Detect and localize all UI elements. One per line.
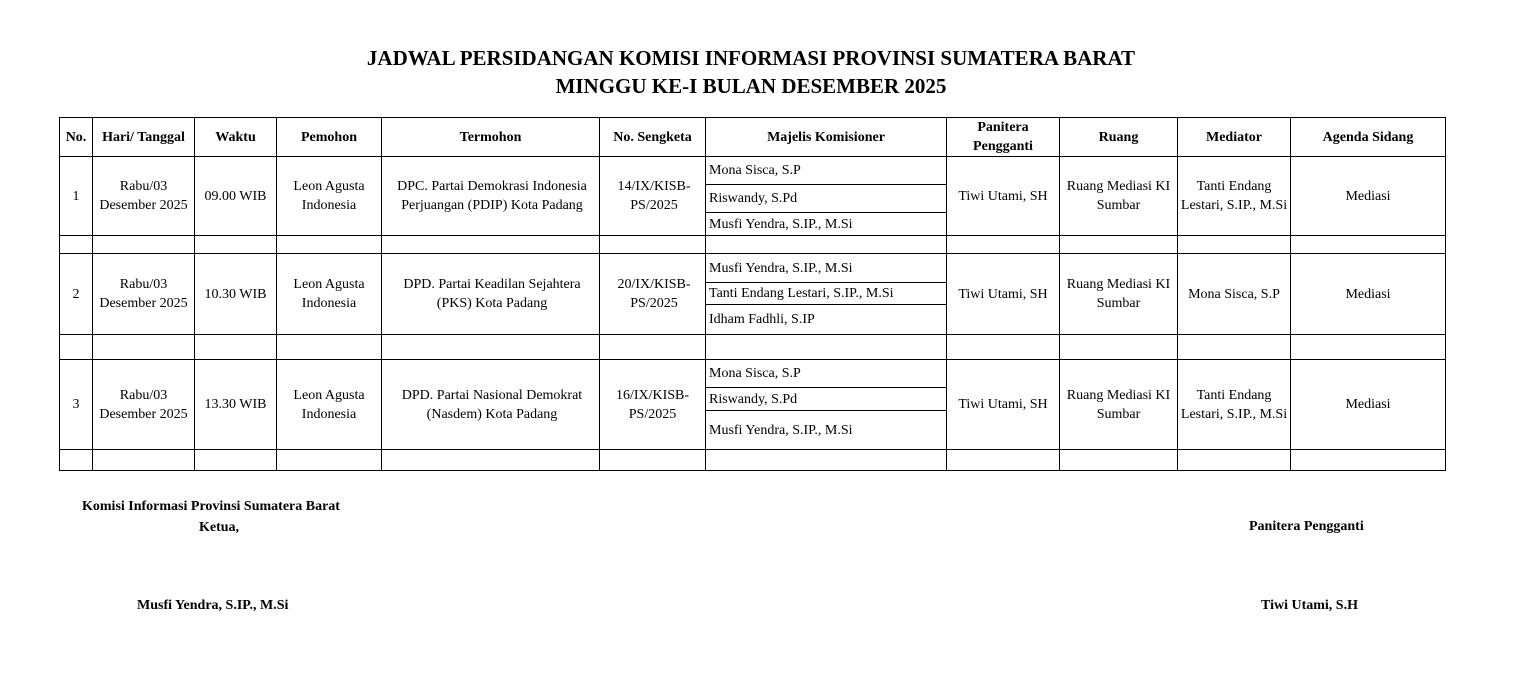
- cell-agenda: Mediasi: [1291, 360, 1446, 450]
- cell-termohon: DPC. Partai Demokrasi Indonesia Perjuangan (PDIP) Kota Padang: [382, 157, 600, 236]
- cell-majelis-komisioner: [706, 360, 947, 450]
- cell-ruang: Ruang Mediasi KI Sumbar: [1060, 254, 1178, 335]
- majelis-member: Tanti Endang Lestari, S.IP., M.Si: [706, 283, 946, 305]
- cell-no-sengketa: 16/IX/KISB-PS/2025: [600, 360, 706, 450]
- cell-agenda: Mediasi: [1291, 157, 1446, 236]
- majelis-member: Mona Sisca, S.P: [706, 157, 946, 185]
- cell-hari-tanggal: Rabu/03 Desember 2025: [93, 157, 195, 236]
- cell-no-sengketa: 20/IX/KISB-PS/2025: [600, 254, 706, 335]
- cell-termohon: DPD. Partai Nasional Demokrat (Nasdem) Kota Padang: [382, 360, 600, 450]
- header-no-sengketa: No. Sengketa: [600, 118, 706, 157]
- table-row: [60, 254, 1446, 335]
- cell-hari-tanggal: Rabu/03 Desember 2025: [93, 360, 195, 450]
- cell-no-sengketa: 14/IX/KISB-PS/2025: [600, 157, 706, 236]
- cell-pemohon: Leon Agusta Indonesia: [277, 254, 382, 335]
- cell-majelis-komisioner: [706, 157, 947, 236]
- majelis-member: Musfi Yendra, S.IP., M.Si: [709, 422, 853, 438]
- majelis-member: Idham Fadhli, S.IP: [709, 312, 815, 327]
- cell-panitera: Tiwi Utami, SH: [947, 254, 1060, 335]
- table-row: [60, 157, 1446, 236]
- signature-ketua-label: Ketua,: [199, 520, 240, 535]
- document-title-line2: MINGGU KE-I BULAN DESEMBER 2025: [555, 74, 947, 98]
- signature-ketua-name: Musfi Yendra, S.IP., M.Si: [137, 598, 289, 613]
- header-agenda-sidang: Agenda Sidang: [1291, 118, 1446, 157]
- signature-org-name: Komisi Informasi Provinsi Sumatera Barat: [82, 499, 340, 514]
- signature-panitera-name: Tiwi Utami, S.H: [1261, 598, 1358, 613]
- spacer-row: [60, 335, 1446, 360]
- majelis-member: Riswandy, S.Pd: [706, 388, 946, 411]
- cell-pemohon: Leon Agusta Indonesia: [277, 360, 382, 450]
- majelis-member: Musfi Yendra, S.IP., M.Si: [706, 254, 946, 283]
- header-mediator: Mediator: [1178, 118, 1291, 157]
- cell-waktu: 10.30 WIB: [195, 254, 277, 335]
- cell-pemohon: Leon Agusta Indonesia: [277, 157, 382, 236]
- majelis-member: Musfi Yendra, S.IP., M.Si: [709, 216, 853, 232]
- cell-majelis-komisioner: [706, 254, 947, 335]
- header-pemohon: Pemohon: [277, 118, 382, 157]
- header-termohon: Termohon: [382, 118, 600, 157]
- cell-termohon: DPD. Partai Keadilan Sejahtera (PKS) Kota Padang: [382, 254, 600, 335]
- spacer-row: [60, 450, 1446, 471]
- document-title-line1: JADWAL PERSIDANGAN KOMISI INFORMASI PROVINSI SUMATERA BARAT: [366, 46, 1136, 70]
- cell-ruang: Ruang Mediasi KI Sumbar: [1060, 360, 1178, 450]
- table-row: [60, 360, 1446, 450]
- header-majelis-komisioner: Majelis Komisioner: [706, 118, 947, 157]
- table-header-row: [60, 118, 1446, 157]
- cell-agenda: Mediasi: [1291, 254, 1446, 335]
- header-panitera-pengganti: Panitera Pengganti: [947, 118, 1060, 157]
- cell-hari-tanggal: Rabu/03 Desember 2025: [93, 254, 195, 335]
- cell-waktu: 09.00 WIB: [195, 157, 277, 236]
- cell-ruang: Ruang Mediasi KI Sumbar: [1060, 157, 1178, 236]
- header-waktu: Waktu: [195, 118, 277, 157]
- cell-mediator: Mona Sisca, S.P: [1178, 254, 1291, 335]
- majelis-member: Mona Sisca, S.P: [706, 360, 946, 388]
- cell-panitera: Tiwi Utami, SH: [947, 157, 1060, 236]
- cell-waktu: 13.30 WIB: [195, 360, 277, 450]
- cell-mediator: Tanti Endang Lestari, S.IP., M.Si: [1178, 157, 1291, 236]
- spacer-row: [60, 236, 1446, 254]
- cell-no: 3: [60, 360, 93, 450]
- cell-mediator: Tanti Endang Lestari, S.IP., M.Si: [1178, 360, 1291, 450]
- header-ruang: Ruang: [1060, 118, 1178, 157]
- cell-no: 2: [60, 254, 93, 335]
- cell-panitera: Tiwi Utami, SH: [947, 360, 1060, 450]
- schedule-table: [59, 117, 1446, 471]
- majelis-member: Riswandy, S.Pd: [706, 185, 946, 213]
- header-no: No.: [60, 118, 93, 157]
- header-hari-tanggal: Hari/ Tanggal: [93, 118, 195, 157]
- signature-panitera-label: Panitera Pengganti: [1249, 519, 1364, 534]
- cell-no: 1: [60, 157, 93, 236]
